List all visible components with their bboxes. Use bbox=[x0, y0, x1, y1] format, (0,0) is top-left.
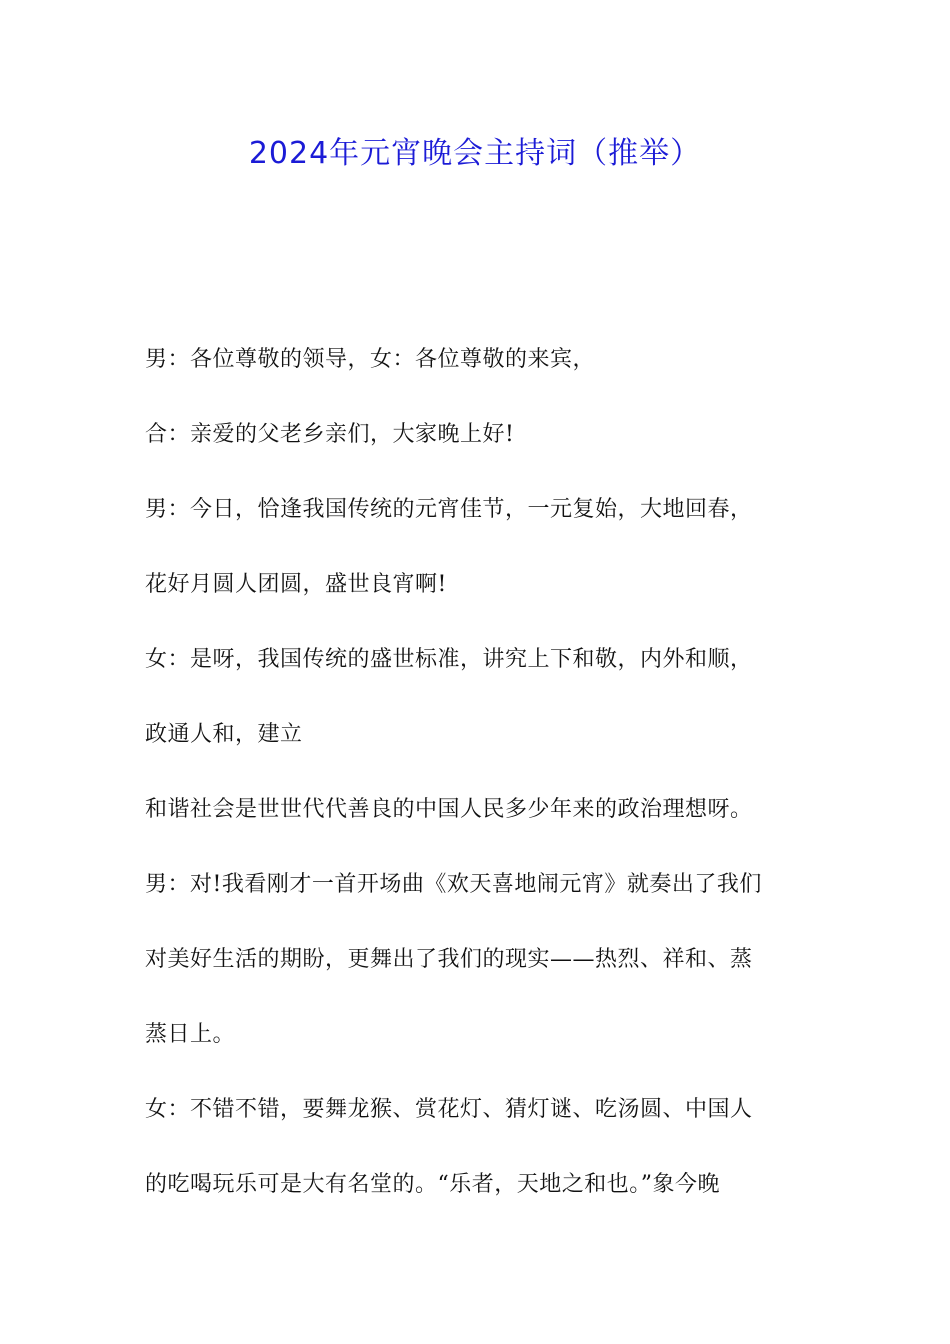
body-line: 男：各位尊敬的领导，女：各位尊敬的来宾， bbox=[145, 347, 596, 372]
body-line: 政通人和，建立 bbox=[145, 722, 303, 747]
document-title: 2024年元宵晚会主持词（推举） bbox=[248, 136, 702, 171]
body-line: 花好月圆人团圆，盛世良宵啊! bbox=[145, 572, 447, 597]
body-line: 男：今日，恰逢我国传统的元宵佳节，一元复始，大地回春， bbox=[145, 497, 753, 522]
body-line: 和谐社会是世世代代善良的中国人民多少年来的政治理想呀。 bbox=[145, 797, 753, 822]
body-line: 男：对!我看刚才一首开场曲《欢天喜地闹元宵》就奏出了我们 bbox=[145, 872, 762, 897]
body-line: 女：是呀，我国传统的盛世标准，讲究上下和敬，内外和顺， bbox=[145, 647, 753, 672]
body-line: 的吃喝玩乐可是大有名堂的。“乐者，天地之和也。”象今晚 bbox=[145, 1172, 720, 1197]
body-line: 女：不错不错，要舞龙猴、赏花灯、猜灯谜、吃汤圆、中国人 bbox=[145, 1097, 753, 1122]
body-line: 对美好生活的期盼，更舞出了我们的现实——热烈、祥和、蒸 bbox=[145, 947, 753, 972]
document-body bbox=[145, 340, 815, 1240]
body-line: 蒸日上。 bbox=[145, 1022, 236, 1047]
body-line: 合：亲爱的父老乡亲们，大家晚上好! bbox=[145, 422, 515, 447]
